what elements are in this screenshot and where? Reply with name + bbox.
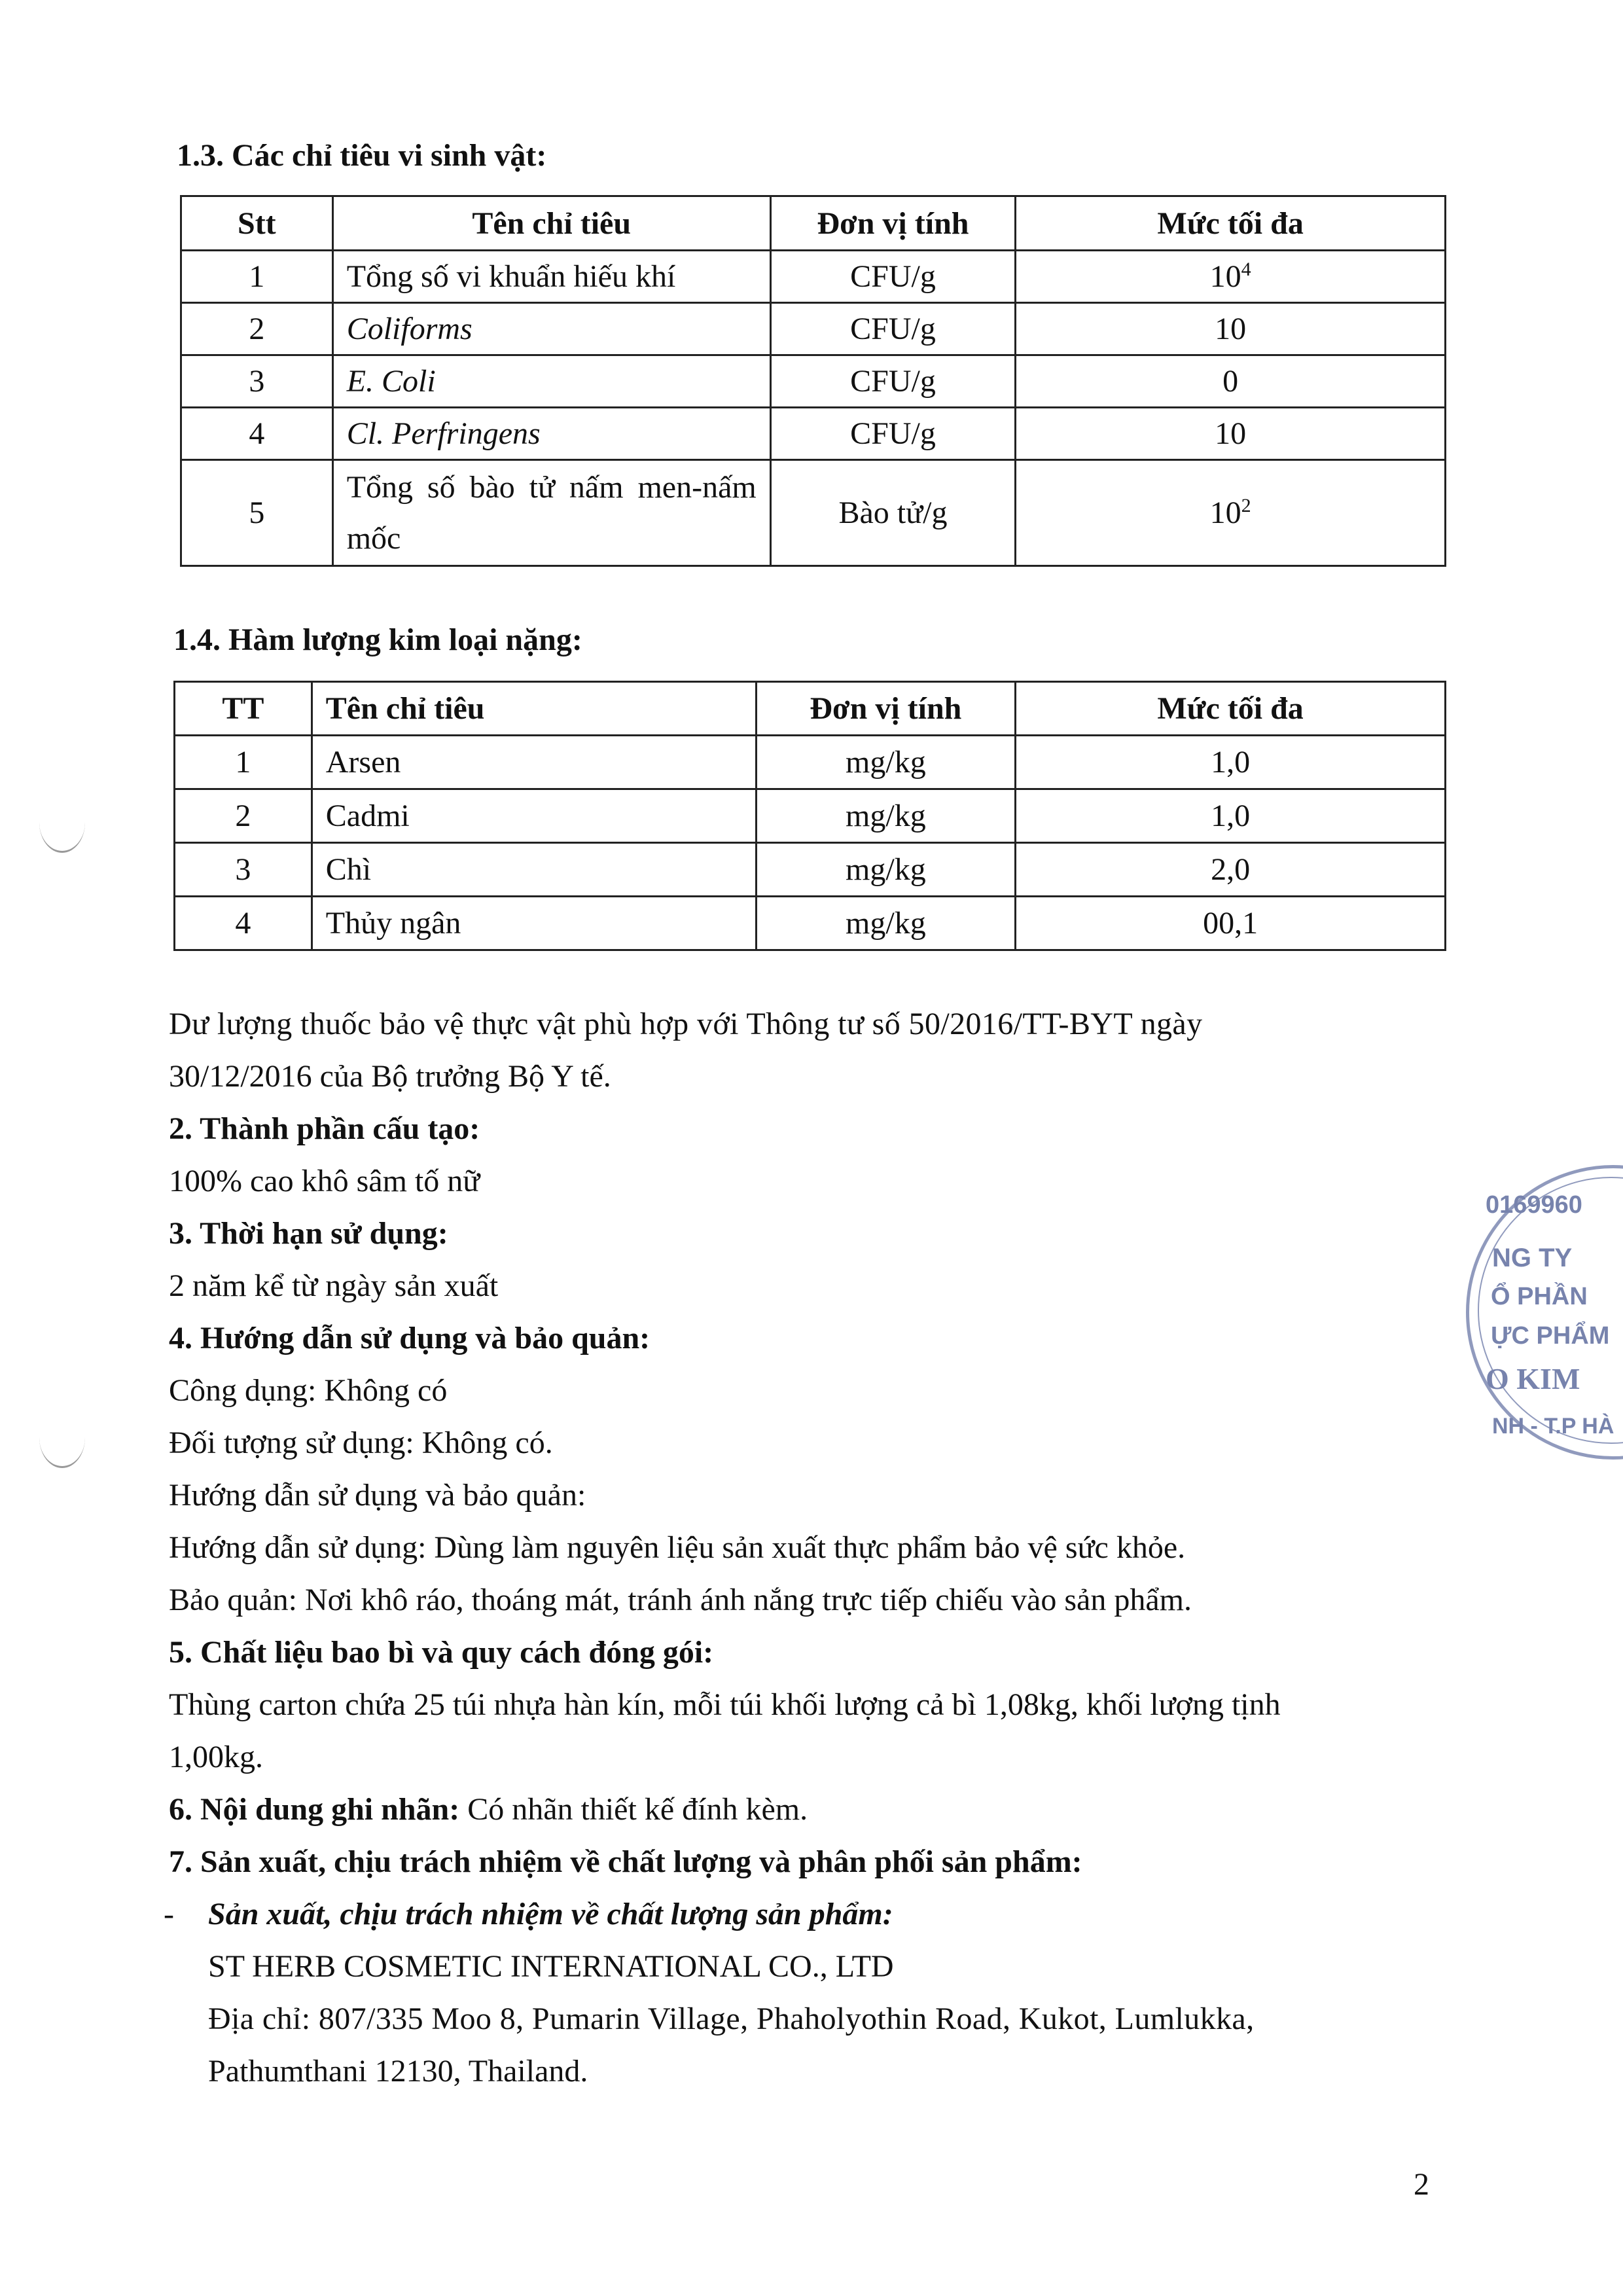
cell-stt: 3 (181, 355, 333, 408)
manufacturer-address-line-2: Pathumthani 12130, Thailand. (208, 2054, 588, 2089)
cell-max: 10 (1016, 303, 1446, 355)
cell-max: 10 (1016, 408, 1446, 460)
scan-mark (39, 792, 85, 853)
table-row (181, 303, 1446, 355)
cell-unit: mg/kg (756, 897, 1015, 950)
section-3-text: 2 năm kể từ ngày sản xuất (169, 1268, 499, 1303)
section-2-text: 100% cao khô sâm tố nữ (169, 1164, 480, 1198)
pesticide-note-line-2: 30/12/2016 của Bộ trưởng Bộ Y tế. (169, 1059, 611, 1094)
cell-stt: 2 (181, 303, 333, 355)
cell-stt: 4 (175, 897, 312, 950)
section-6-heading: 6. Nội dung ghi nhãn: (169, 1792, 460, 1827)
cell-name: Arsen (312, 736, 756, 789)
seal-text-line: NG TY (1492, 1244, 1573, 1272)
pesticide-note-line-1: Dư lượng thuốc bảo vệ thực vật phù hợp với Thông tư số 50/2016/TT-BYT ngày (169, 1007, 1203, 1041)
cell-stt: 4 (181, 408, 333, 460)
cell-name: Tổng số bào tử nấm men-nấm mốc (332, 460, 770, 566)
cell-unit: CFU/g (770, 251, 1016, 303)
cell-max: 1,0 (1016, 789, 1446, 843)
manufacturer-address-line-1: Địa chỉ: 807/335 Moo 8, Pumarin Village, Phaholyothin Road, Kukot, Lumlukka, (208, 2001, 1255, 2036)
page-number: 2 (1414, 2167, 1429, 2202)
cell-max: $10^2$ (1016, 460, 1446, 566)
table-row (181, 408, 1446, 460)
section-7-bullet: - (164, 1897, 174, 1931)
header-max: Mức tối đa (1016, 196, 1446, 251)
cell-name: Chì (312, 843, 756, 897)
cell-max: 2,0 (1016, 843, 1446, 897)
cell-name: E. Coli (332, 355, 770, 408)
company-seal-stamp (1466, 1165, 1623, 1505)
table-row (181, 251, 1446, 303)
seal-text-line: O KIM (1486, 1362, 1580, 1395)
header-max: Mức tối đa (1016, 682, 1446, 736)
cell-max: $10^4$ (1016, 251, 1446, 303)
section-4-storage: Bảo quản: Nơi khô ráo, thoáng mát, tránh ánh nắng trực tiếp chiếu vào sản phẩm. (169, 1583, 1192, 1617)
table-row (175, 843, 1446, 897)
seal-text-line: 0169960 (1486, 1191, 1582, 1219)
section-7-subheading: Sản xuất, chịu trách nhiệm về chất lượng sản phẩm: (208, 1897, 893, 1931)
cell-name: Thủy ngân (312, 897, 756, 950)
section-5-line-1: Thùng carton chứa 25 túi nhựa hàn kín, mỗi túi khối lượng cả bì 1,08kg, khối lượng tịnh (169, 1687, 1281, 1722)
cell-max-exponent: 4 (1241, 259, 1251, 280)
section-7-heading: 7. Sản xuất, chịu trách nhiệm về chất lượng và phân phối sản phẩm: (169, 1844, 1082, 1879)
table-header-row (175, 682, 1446, 736)
header-name: Tên chỉ tiêu (332, 196, 770, 251)
cell-name: Tổng số vi khuẩn hiếu khí (332, 251, 770, 303)
heavy-metals-table (173, 681, 1446, 951)
cell-unit: mg/kg (756, 736, 1015, 789)
header-stt: Stt (181, 196, 333, 251)
header-tt: TT (175, 682, 312, 736)
section-6-text: Có nhãn thiết kế đính kèm. (467, 1792, 808, 1827)
cell-stt: 1 (175, 736, 312, 789)
cell-unit: Bào tử/g (770, 460, 1016, 566)
cell-unit: mg/kg (756, 843, 1015, 897)
seal-text-line: Ổ PHẦN (1491, 1283, 1588, 1310)
section-4-target: Đối tượng sử dụng: Không có. (169, 1426, 553, 1460)
section-4-heading: 4. Hướng dẫn sử dụng và bảo quản: (169, 1321, 651, 1355)
section-5-heading: 5. Chất liệu bao bì và quy cách đóng gói: (169, 1635, 714, 1670)
section-4-guide-title: Hướng dẫn sử dụng và bảo quản: (169, 1478, 586, 1513)
cell-stt: 1 (181, 251, 333, 303)
cell-unit: CFU/g (770, 355, 1016, 408)
cell-name: Cadmi (312, 789, 756, 843)
section-4-guide: Hướng dẫn sử dụng: Dùng làm nguyên liệu sản xuất thực phẩm bảo vệ sức khỏe. (169, 1530, 1186, 1565)
header-unit: Đơn vị tính (756, 682, 1015, 736)
cell-stt: 5 (181, 460, 333, 566)
seal-text-line: NH - T.P HÀ (1492, 1414, 1614, 1439)
table-row (175, 736, 1446, 789)
cell-unit: mg/kg (756, 789, 1015, 843)
cell-max: 1,0 (1016, 736, 1446, 789)
cell-stt: 2 (175, 789, 312, 843)
table-row (175, 897, 1446, 950)
cell-max: 0 (1016, 355, 1446, 408)
section-6 (169, 1784, 808, 1836)
section-3-heading: 3. Thời hạn sử dụng: (169, 1216, 448, 1251)
section-4-uses: Công dụng: Không có (169, 1373, 448, 1408)
header-unit: Đơn vị tính (770, 196, 1016, 251)
table-header-row (181, 196, 1446, 251)
section-2-heading: 2. Thành phần cấu tạo: (169, 1111, 480, 1146)
seal-text-line: ỰC PHẨM (1491, 1322, 1610, 1350)
table-row (181, 460, 1446, 566)
section-1-3-heading: 1.3. Các chỉ tiêu vi sinh vật: (177, 138, 547, 173)
section-5-line-2: 1,00kg. (169, 1740, 263, 1774)
table-row (175, 789, 1446, 843)
cell-max-exponent: 2 (1241, 495, 1251, 516)
table-row (181, 355, 1446, 408)
cell-name: Cl. Perfringens (332, 408, 770, 460)
microbiology-table (180, 195, 1446, 567)
section-1-4-heading: 1.4. Hàm lượng kim loại nặng: (173, 622, 582, 657)
cell-stt: 3 (175, 843, 312, 897)
cell-name: Coliforms (332, 303, 770, 355)
cell-unit: CFU/g (770, 303, 1016, 355)
manufacturer-name: ST HERB COSMETIC INTERNATIONAL CO., LTD (208, 1949, 894, 1984)
cell-max: 00,1 (1016, 897, 1446, 950)
cell-unit: CFU/g (770, 408, 1016, 460)
scan-mark (39, 1407, 85, 1468)
header-name: Tên chỉ tiêu (312, 682, 756, 736)
